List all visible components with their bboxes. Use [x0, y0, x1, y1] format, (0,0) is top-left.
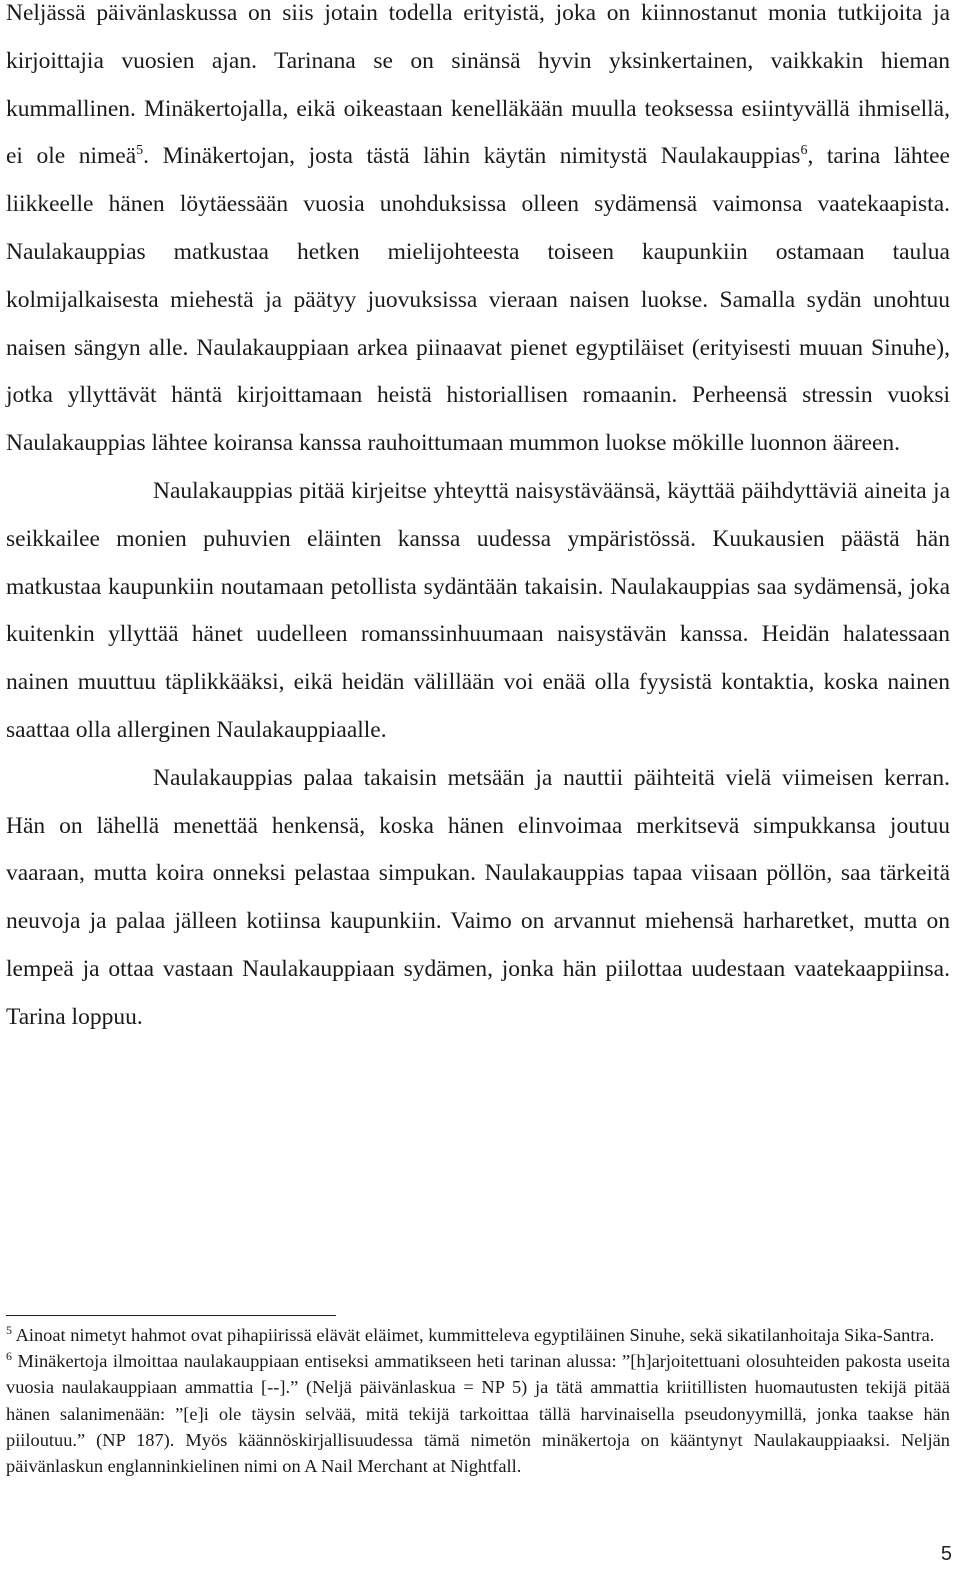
footnote-number: 5: [6, 1322, 12, 1337]
body-text: [6, 0, 950, 1042]
footnote-5: [6, 1322, 950, 1348]
paragraph-3: Naulakauppias palaa takaisin metsään ja nauttii päihteitä vielä viimeisen kerran. Hän on lähellä menettää henkensä, koska hänen elinvoimaa merkitsevä simpukkansa joutuu vaaraan, mutta koira onneksi pelastaa simpukan. Naulakauppias tapaa viisaan pöllön, saa tärkeitä neuvoja ja palaa jälleen kotiinsa kaupunkiin. Vaimo on arvannut miehensä harharetket, mutta on lempeä ja ottaa vastaan Naulakauppiaan sydämen, jonka hän piilottaa uudestaan vaatekaappiinsa. Tarina loppuu.: [6, 764, 950, 1030]
footnote-6: [6, 1348, 950, 1479]
paragraph-1-part-c: , tarina lähtee liikkeelle hänen löytäessään vuosia unohduksissa olleen sydämensä vaimonsa vaatekaapista. Naulakauppias matkustaa hetken mielijohteesta toiseen kaupunkiin ostamaan taulua kolmijalkaisesta miehestä ja päätyy juovuksissa vieraan naisen luokse. Samalla sydän unohtuu naisen sängyn alle. Naulakauppiaan arkea piinaavat pienet egyptiläiset (erityisesti muuan Sinuhe), jotka yllyttävät häntä kirjoittamaan heistä historiallisen romaanin. Perheensä stressin vuoksi Naulakauppias lähtee koiransa kanssa rauhoittumaan mummon luokse mökille luonnon ääreen.: [6, 143, 950, 457]
footnote-text: Minäkertoja ilmoittaa naulakauppiaan entiseksi ammatikseen heti tarinan alussa: ”[h]arjoitettuani olosuhteiden pakosta useita vuosia naulakauppiaan ammattia [--].” (Neljä päivänlaskua = NP 5) ja tätä ammattia kriitillisten huomautusten tekijä pitää hänen salanimenään: ”[e]i ole täysin selvää, mitä tekijä tarkoittaa tällä harvinaisella pseudonyymillä, jonka taakse hän piiloutuu.” (NP 187). Myös käännöskirjallisuudessa tämä nimetön minäkertoja on kääntynyt Naulakauppiaaksi. Neljän päivänlaskun englanninkielinen nimi on A Nail Merchant at Nightfall.: [6, 1351, 950, 1477]
paragraph-1-part-b: . Minäkertojan, josta tästä lähin käytän nimitystä Naulakauppias: [143, 143, 801, 170]
footnote-ref-6: 6: [800, 143, 808, 159]
paragraph-1: [6, 0, 950, 468]
footnote-text: Ainoat nimetyt hahmot ovat pihapiirissä elävät eläimet, kummitteleva egyptiläinen Sinuhe, sekä sikatilanhoitaja Sika-Santra.: [12, 1325, 935, 1345]
paragraph-2: Naulakauppias pitää kirjeitse yhteyttä naisystäväänsä, käyttää päihdyttäviä aineita ja seikkailee monien puhuvien eläinten kanssa uudessa ympäristössä. Kuukausien päästä hän matkustaa kaupunkiin noutamaan petollista sydäntään takaisin. Naulakauppias saa sydämensä, joka kuitenkin yllyttää hänet uudelleen romanssinhuumaan naisystävän kanssa. Heidän halatessaan nainen muuttuu täplikkääksi, eikä heidän välillään voi enää olla fyysistä kontaktia, koska nainen saattaa olla allerginen Naulakauppiaalle.: [6, 477, 950, 743]
footnote-number: 6: [6, 1349, 12, 1364]
paragraph-1-part-a: Neljässä päivänlaskussa on siis jotain todella erityistä, joka on kiinnostanut monia tutkijoita ja kirjoittajia vuosien ajan. Tarinana se on sinänsä hyvin yksinkertainen, vaikkakin hieman kummallinen. Minäkertojalla, eikä oikeastaan kenelläkään muulla teoksessa esiintyvällä ihmisellä, ei ole nimeä: [6, 0, 950, 170]
page-number: 5: [940, 1543, 952, 1565]
document-page: [6, 0, 950, 1042]
footnotes: [6, 1322, 950, 1479]
footnote-ref-5: 5: [136, 143, 144, 159]
footnote-separator: [6, 1315, 336, 1316]
